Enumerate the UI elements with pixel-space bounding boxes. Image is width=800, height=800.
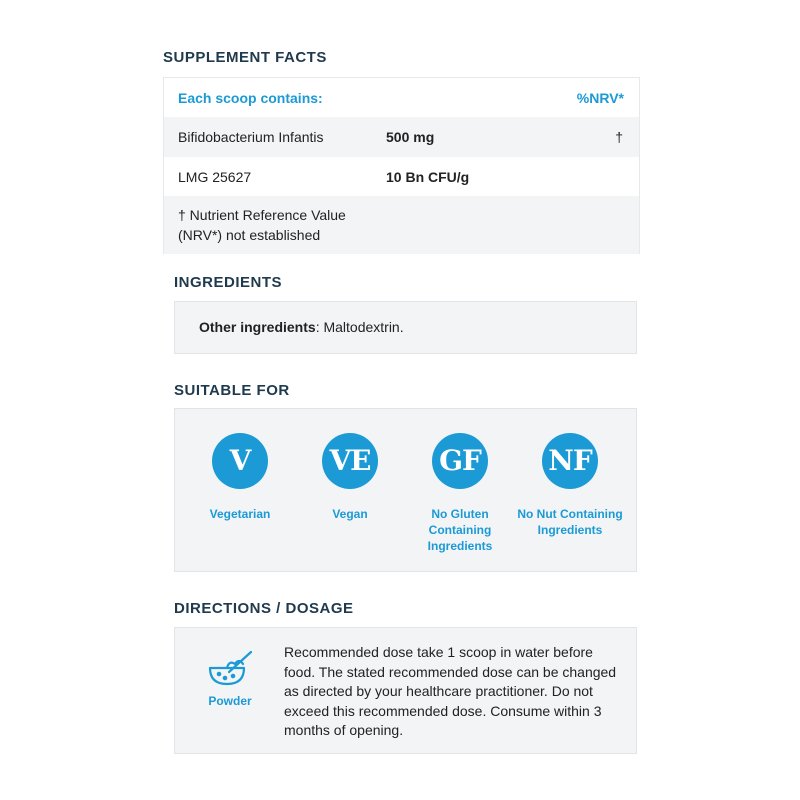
badge-nut-free — [515, 433, 625, 538]
badge-gluten-free — [405, 433, 515, 554]
other-ingredients-label: Other ingredients — [199, 319, 316, 335]
table-row — [164, 157, 639, 196]
powder-icon — [205, 648, 255, 688]
ingredient-name: LMG 25627 — [178, 168, 252, 185]
other-ingredients-value: : Maltodextrin. — [315, 319, 404, 335]
vegetarian-icon: V — [212, 433, 268, 489]
badge-label: Vegan — [332, 507, 368, 521]
directions-heading: DIRECTIONS / DOSAGE — [174, 600, 354, 617]
directions-panel — [174, 627, 637, 754]
suitable-for-panel — [174, 408, 637, 572]
ingredient-amount: 10 Bn CFU/g — [386, 168, 470, 185]
each-scoop-label: Each scoop contains: — [178, 89, 323, 106]
table-header-row — [164, 78, 639, 117]
supplement-facts-heading: SUPPLEMENT FACTS — [163, 49, 327, 66]
supplement-facts-table — [163, 77, 640, 254]
ingredients-heading: INGREDIENTS — [174, 274, 283, 291]
ingredient-amount: 500 mg — [386, 129, 435, 145]
powder-label: Powder — [208, 694, 252, 708]
suitable-for-heading: SUITABLE FOR — [174, 382, 290, 399]
badge-label: No Nut Containing Ingredients — [517, 507, 623, 537]
ingredients-text — [199, 319, 404, 335]
vegan-icon: VE — [322, 433, 378, 489]
badge-label: Vegetarian — [209, 507, 271, 521]
gluten-free-icon: GF — [432, 433, 488, 489]
nut-free-icon: NF — [542, 433, 598, 489]
nrv-header: %NRV* — [576, 89, 624, 106]
ingredient-name: Bifidobacterium Infantis — [178, 129, 324, 145]
ingredient-nrv: † — [615, 129, 623, 145]
nrv-footnote-row — [164, 196, 639, 254]
badge-vegetarian — [185, 433, 295, 522]
nrv-footnote: † Nutrient Reference Value (NRV*) not established — [178, 207, 346, 243]
badge-label: No Gluten Containing Ingredients — [427, 507, 493, 553]
table-row — [164, 117, 639, 157]
directions-text: Recommended dose take 1 scoop in water before food. The stated recommended dose can be changed as directed by your healthcare practitioner. Do not exceed this recommended dose. Consume within 3 months of opening. — [284, 644, 617, 738]
ingredients-panel — [174, 301, 637, 354]
badge-vegan — [295, 433, 405, 522]
